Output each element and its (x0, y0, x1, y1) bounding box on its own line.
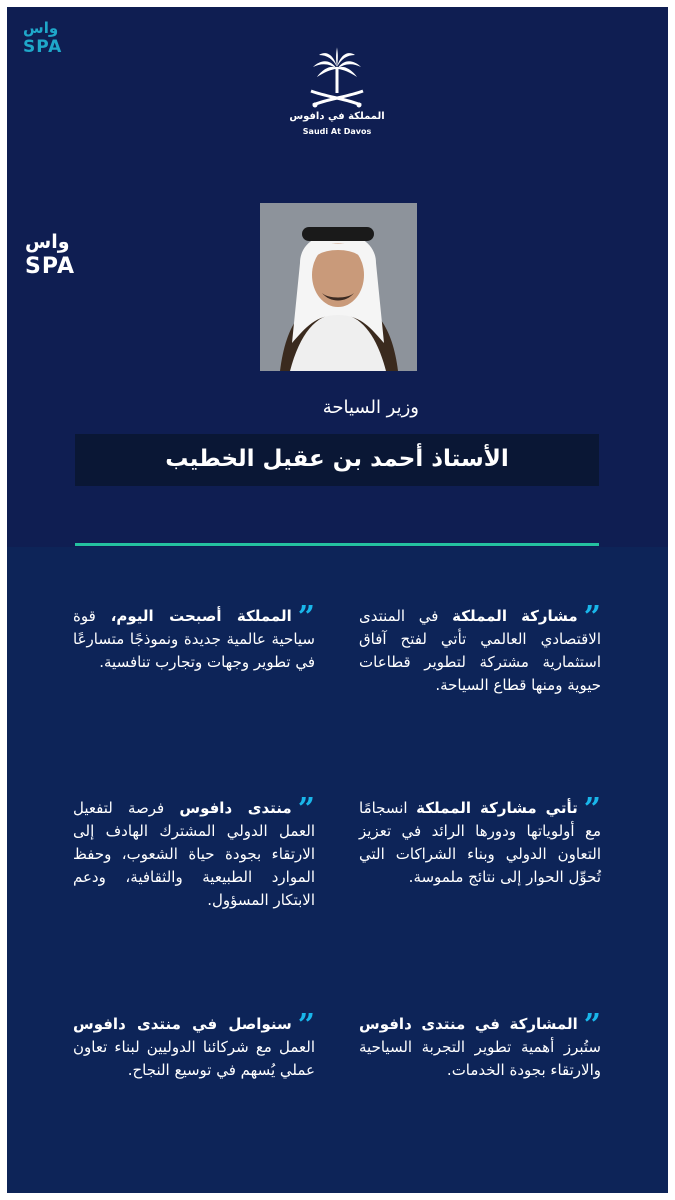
quote-mark-icon: ” (297, 1008, 315, 1043)
quote-block-3 (359, 792, 601, 889)
quote-body: انسجامًا مع أولوياتها ودورها الرائد في تعزيز التعاون الدولي وبناء الشراكات التي تُحوِّل الحوار إلى نتائج ملموسة. (359, 799, 601, 886)
quote-mark-icon: ” (583, 600, 601, 635)
spa-logo-large-latin: SPA (25, 254, 75, 279)
quote-mark-icon: ” (583, 792, 601, 827)
spa-logo-small (23, 17, 81, 59)
portrait-illustration (260, 203, 417, 371)
quote-block-5 (359, 1008, 601, 1082)
spa-logo-arabic: واس (23, 19, 59, 37)
quote-block-2 (73, 600, 315, 674)
quote-lead: سنواصل في منتدى دافوس (73, 1015, 292, 1033)
palm-and-swords-emblem-icon (307, 47, 367, 115)
spa-logo-large (25, 229, 97, 281)
quote-lead: تأتي مشاركة المملكة (416, 799, 578, 817)
spa-logo-large-arabic: واس (25, 231, 70, 253)
quote-block-6 (73, 1008, 315, 1082)
emblem-english-caption: Saudi At Davos (302, 127, 372, 136)
quote-mark-icon: ” (583, 1008, 601, 1043)
spa-logo-latin: SPA (23, 37, 63, 57)
infographic-card (7, 7, 668, 1193)
minister-name: الأستاذ أحمد بن عقيل الخطيب (165, 446, 509, 472)
quote-body: العمل مع شركائنا الدوليين لبناء تعاون عملي يُسهم في توسيع النجاح. (73, 1038, 315, 1079)
quote-lead: المملكة أصبحت اليوم، (110, 607, 292, 625)
minister-role: وزير السياحة (322, 397, 419, 418)
quote-body: في المنتدى الاقتصادي العالمي تأتي لفتح آفاق استثمارية مشتركة لتطوير قطاعات حيوية ومنها قطاع السياحة. (359, 607, 601, 694)
emblem-arabic-caption: المملكة في دافوس (289, 111, 385, 122)
quote-lead: المشاركة في منتدى دافوس (359, 1015, 578, 1033)
quote-block-4 (73, 792, 315, 912)
minister-portrait (260, 203, 417, 371)
quote-mark-icon: ” (297, 792, 315, 827)
quote-block-1 (359, 600, 601, 697)
quote-body: فرصة لتفعيل العمل الدولي المشترك الهادف إلى الارتقاء بجودة حياة الشعوب، وحفظ الموارد الطبيعية والثقافية، ودعم الابتكار المسؤول. (73, 799, 315, 909)
section-divider (75, 543, 599, 546)
quote-body: قوة سياحية عالمية جديدة ونموذجًا متسارعًا في تطوير وجهات وتجارب تنافسية. (73, 607, 315, 671)
quote-body: ستُبرز أهمية تطوير التجربة السياحية والارتقاء بجودة الخدمات. (359, 1038, 601, 1079)
quote-lead: منتدى دافوس (179, 799, 292, 817)
quote-lead: مشاركة المملكة (452, 607, 578, 625)
minister-name-box (75, 434, 599, 486)
quote-mark-icon: ” (297, 600, 315, 635)
